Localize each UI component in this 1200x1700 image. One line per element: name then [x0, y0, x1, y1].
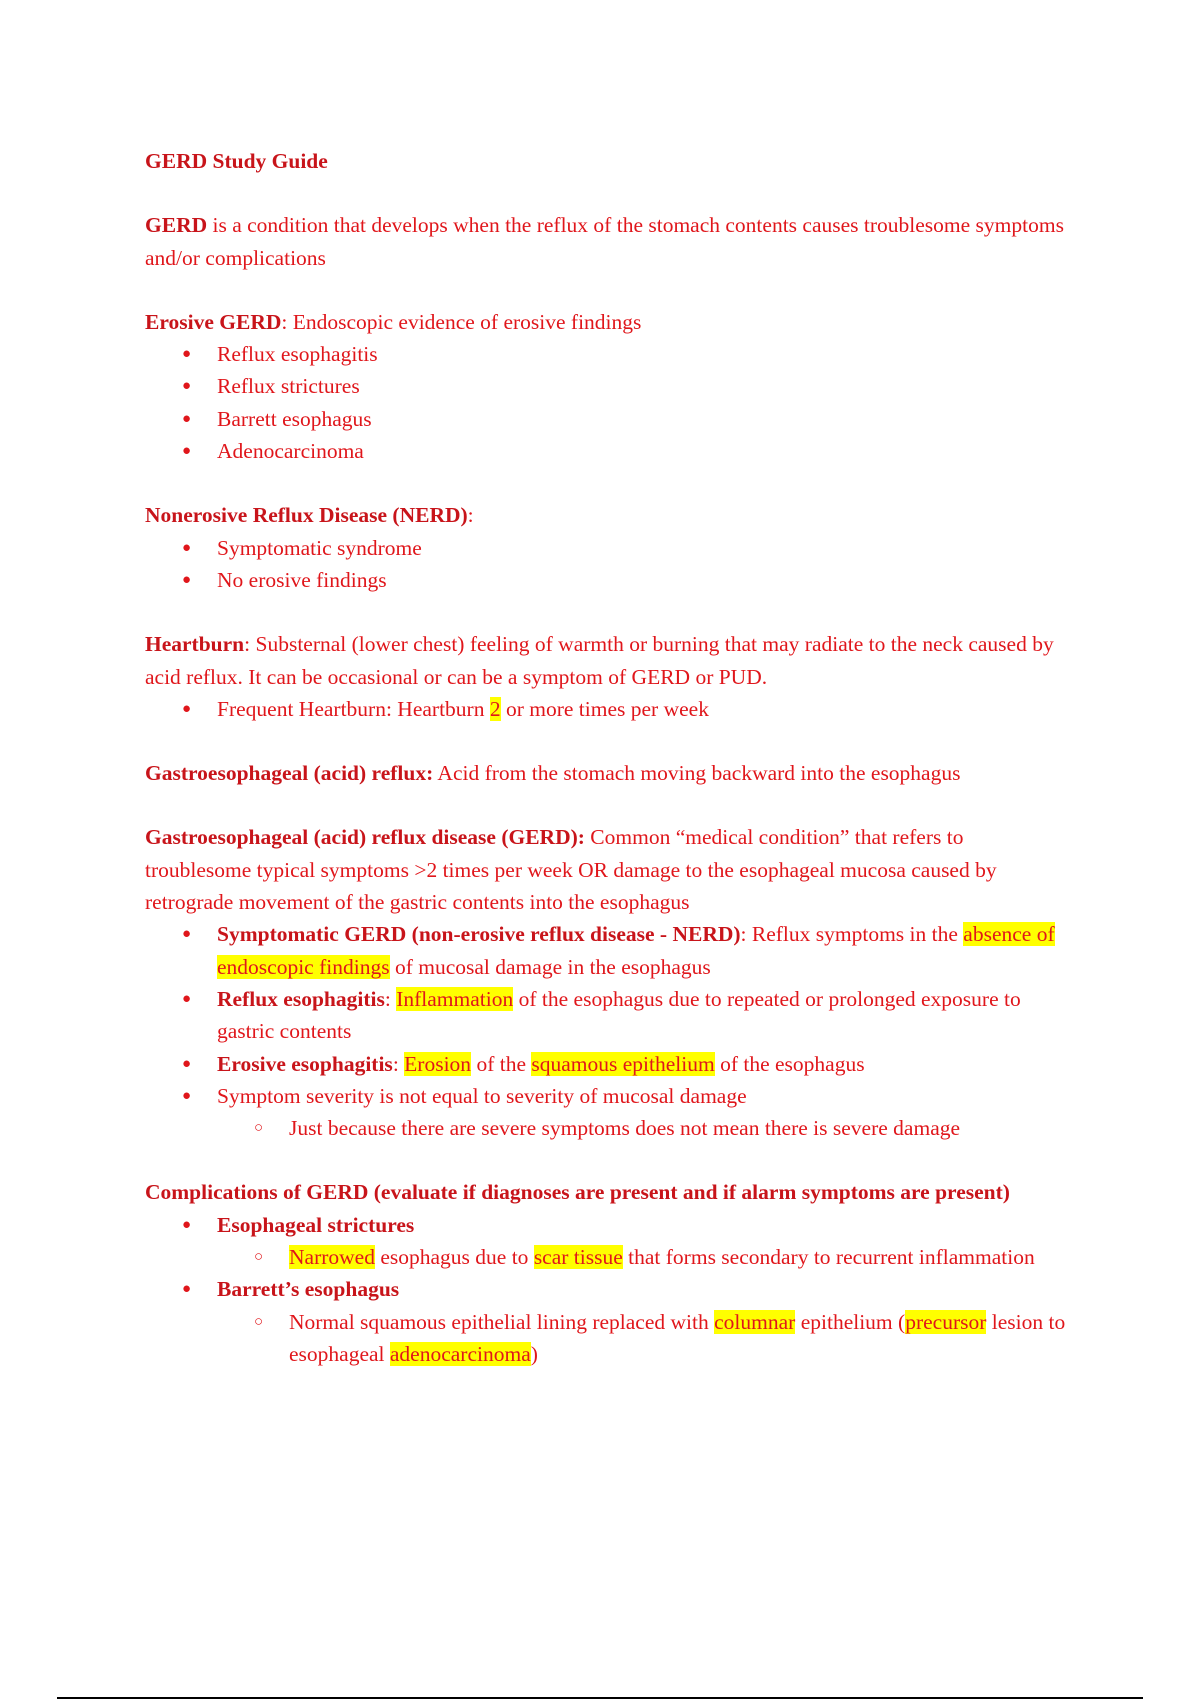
list-item: ● Symptomatic GERD (non-erosive reflux disease - NERD): Reflux symptoms in the absence of endoscopic findings of mucosal damage in the esophagus [145, 918, 1075, 983]
list-item: ● No erosive findings [145, 564, 1075, 596]
doc-title: GERD Study Guide [145, 149, 328, 173]
highlight: 2 [489, 696, 501, 721]
highlight: columnar [714, 1309, 796, 1334]
list-item: ● Reflux strictures [145, 370, 1075, 402]
list-item: ● Esophageal strictures ○ Narrowed esophagus due to scar tissue that forms secondary to recurrent inflammation [145, 1209, 1075, 1274]
list-item: ● Symptomatic syndrome [145, 532, 1075, 564]
highlight: Narrowed [289, 1245, 375, 1270]
gerd-disease-def: Gastroesophageal (acid) reflux disease (GERD): Common “medical condition” that refers to troublesome typical symptoms >2 times per week OR damage to the esophageal mucosa caused by retrograde movement of the gastric contents into the esophagus [145, 825, 997, 915]
nerd-def: Nonerosive Reflux Disease (NERD): [145, 503, 474, 528]
highlight: Inflammation [396, 986, 514, 1011]
highlight: squamous epithelium [531, 1051, 715, 1076]
list-item: ● Barrett esophagus [145, 403, 1075, 435]
acid-reflux-def: Gastroesophageal (acid) reflux: Acid from the stomach moving backward into the esophagus [145, 761, 961, 786]
list-item: ● Reflux esophagitis [145, 338, 1075, 370]
complications-list [145, 1209, 1075, 1370]
highlight: absence of endoscopic findings [217, 922, 1055, 979]
highlight: scar tissue [533, 1245, 623, 1270]
heartburn-list [145, 693, 1075, 725]
list-item: ● Barrett’s esophagus ○ Normal squamous epithelial lining replaced with columnar epithelium (precursor lesion to esophageal adenocarcinoma) [145, 1273, 1075, 1370]
sub-list-item: ○ Just because there are severe symptoms does not mean there is severe damage [145, 1112, 1075, 1144]
highlight: precursor [905, 1309, 987, 1334]
sub-list [145, 1306, 1075, 1371]
list-item: ● Symptom severity is not equal to severity of mucosal damage ○ Just because there are severe symptoms does not mean there is severe damage [145, 1080, 1075, 1145]
nerd-list [145, 532, 1075, 597]
complications-heading: Complications of GERD (evaluate if diagnoses are present and if alarm symptoms are present) [145, 1180, 1010, 1205]
sub-list-item: ○ Narrowed esophagus due to scar tissue that forms secondary to recurrent inflammation [145, 1241, 1075, 1273]
sub-list-item: ○ Normal squamous epithelial lining replaced with columnar epithelium (precursor lesion to esophageal adenocarcinoma) [145, 1306, 1075, 1371]
sub-list [145, 1241, 1075, 1273]
gerd-types-list [145, 918, 1075, 1144]
sub-list [145, 1112, 1075, 1144]
list-item: ● Erosive esophagitis: Erosion of the squamous epithelium of the esophagus [145, 1048, 1075, 1080]
gerd-intro: GERD is a condition that develops when the reflux of the stomach contents causes troublesome symptoms and/or complications [145, 213, 1064, 270]
erosive-list [145, 338, 1075, 467]
highlight: adenocarcinoma [389, 1341, 531, 1366]
heartburn-def: Heartburn: Substernal (lower chest) feeling of warmth or burning that may radiate to the neck caused by acid reflux. It can be occasional or can be a symptom of GERD or PUD. [145, 632, 1054, 689]
list-item: ● Reflux esophagitis: Inflammation of the esophagus due to repeated or prolonged exposure to gastric contents [145, 983, 1075, 1048]
document-page [145, 145, 1075, 1370]
list-item: ● Adenocarcinoma [145, 435, 1075, 467]
highlight: Erosion [404, 1051, 472, 1076]
list-item: ● Frequent Heartburn: Heartburn 2 or more times per week [145, 693, 1075, 725]
erosive-gerd-def: Erosive GERD: Endoscopic evidence of erosive findings [145, 309, 642, 334]
page-bottom-rule [57, 1697, 1143, 1699]
